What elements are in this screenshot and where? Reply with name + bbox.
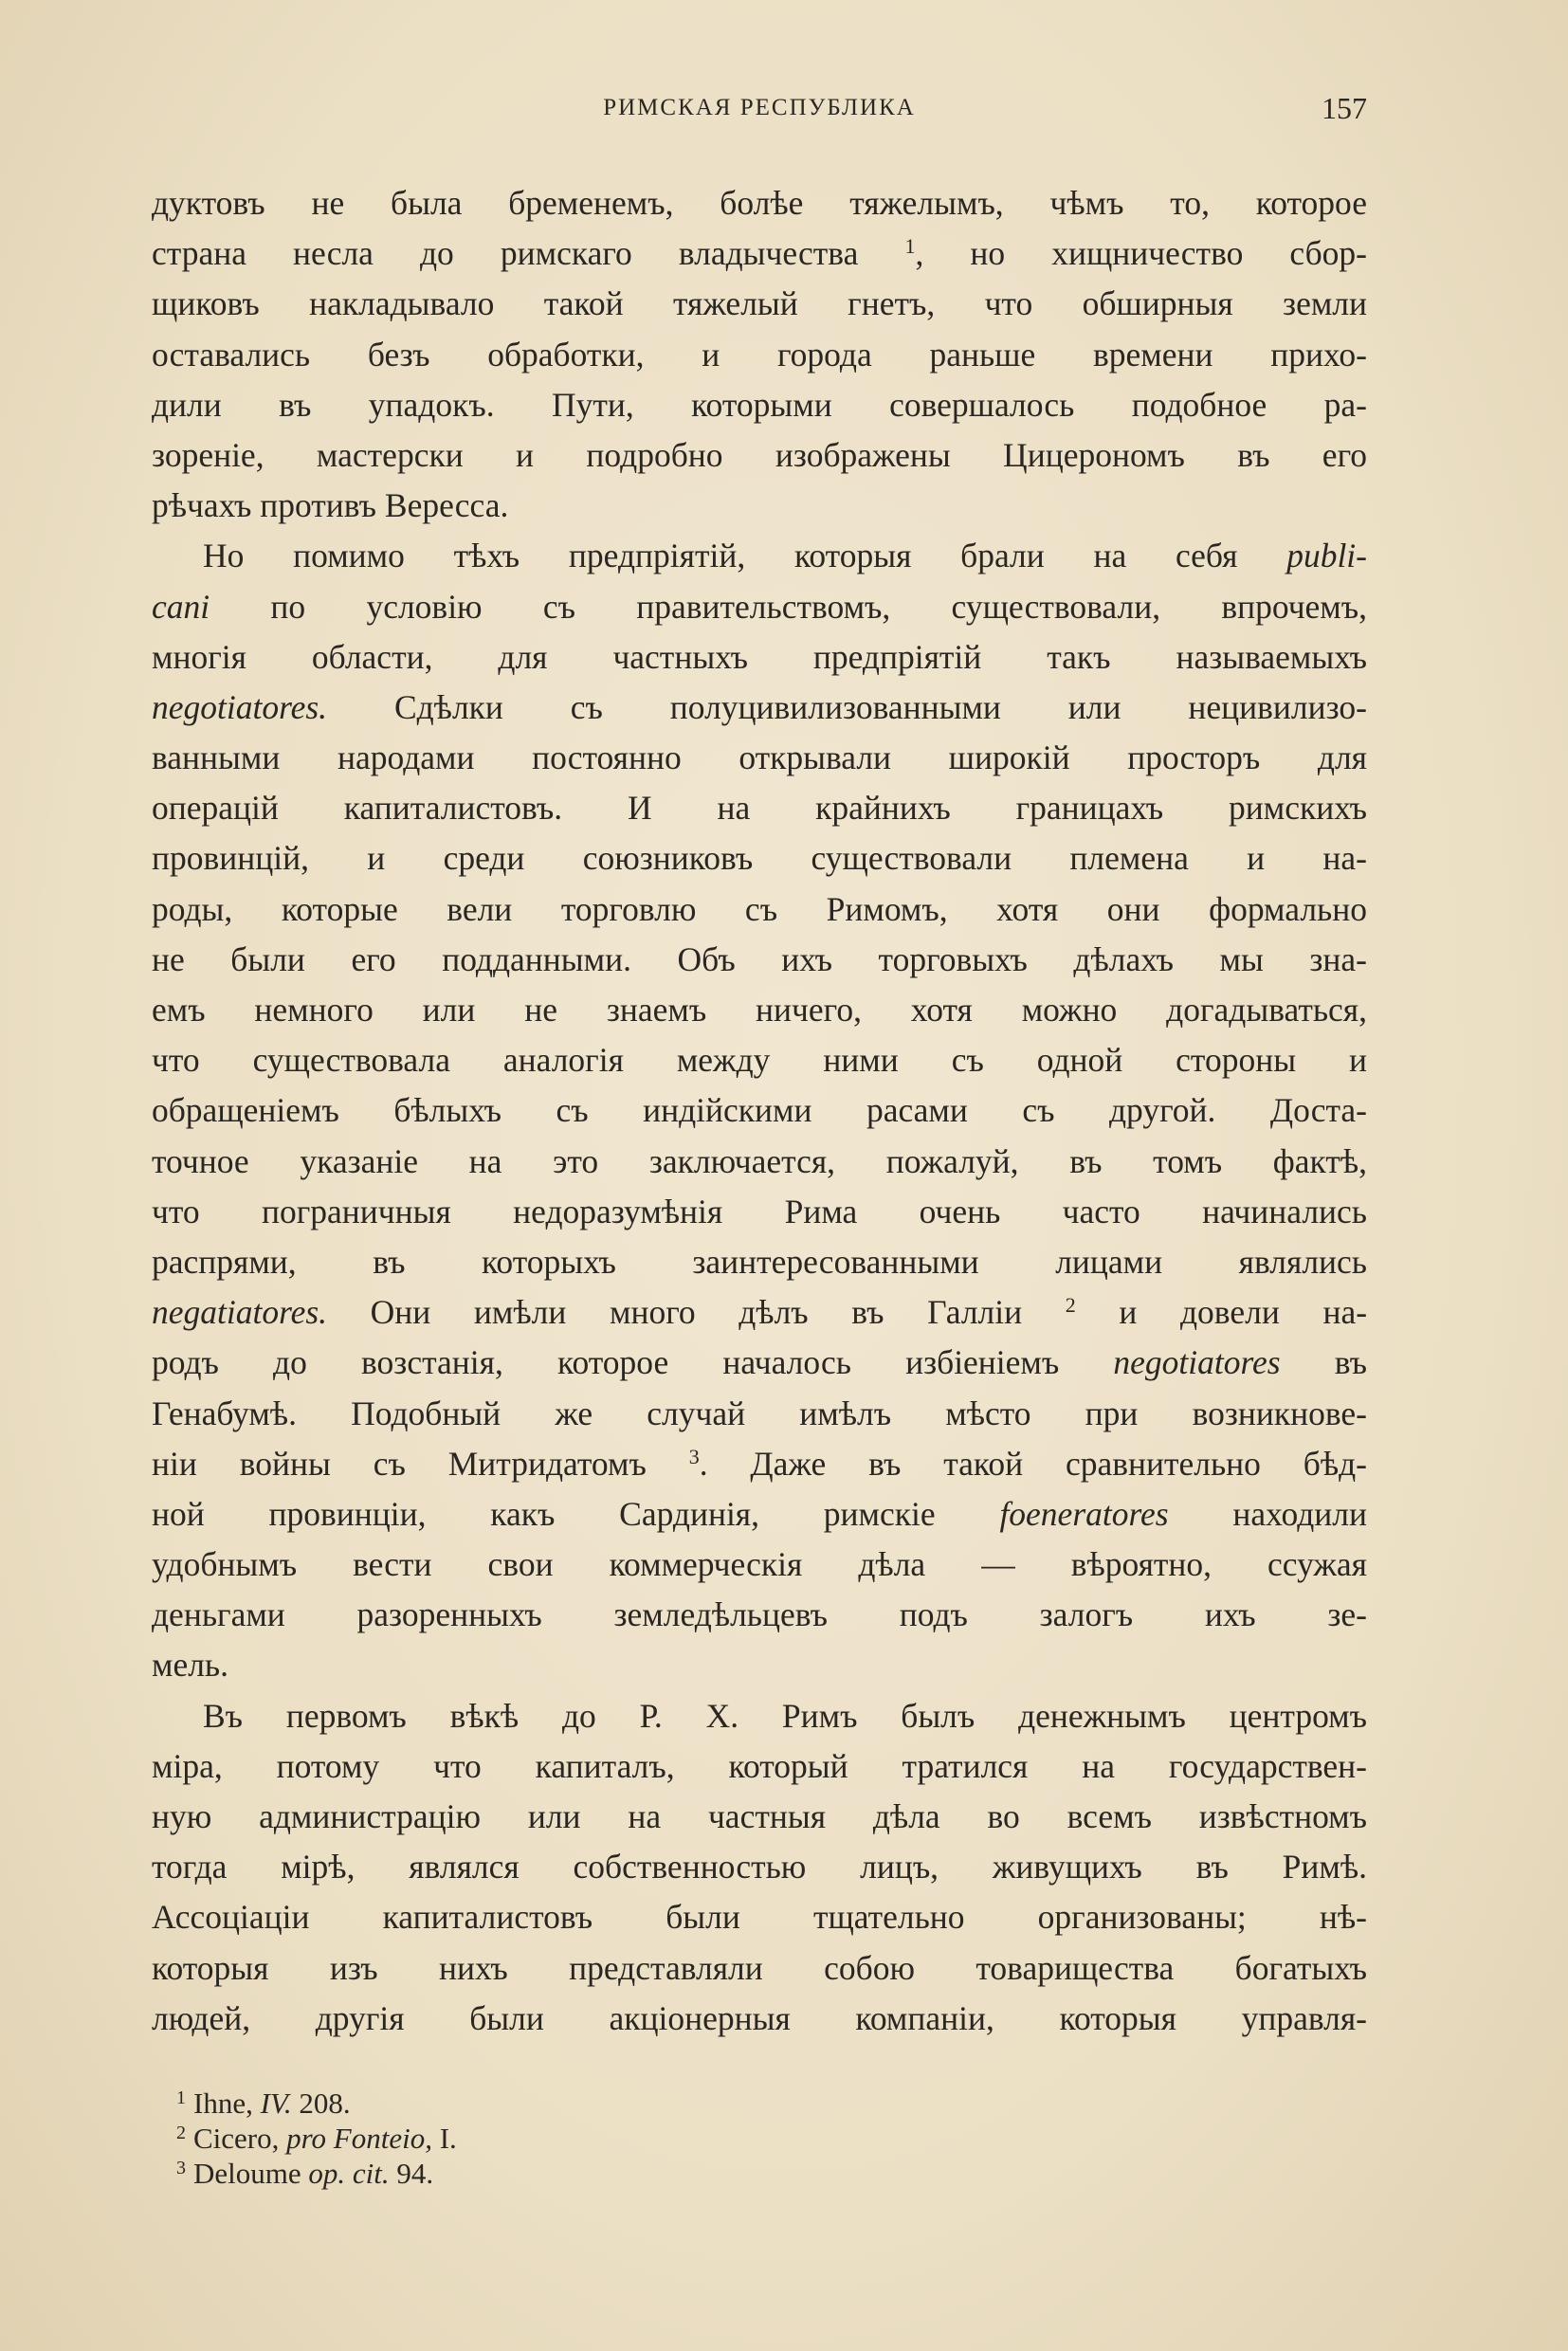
footnote-ref: 2 [1065, 1293, 1076, 1318]
text-line: емъ немного или не знаемъ ничего, хотя можно догадываться, [152, 991, 1367, 1029]
text-line: Въ первомъ вѣкѣ до Р. Х. Римъ былъ денежнымъ центромъ [203, 1696, 1367, 1735]
text-line: ніи войны съ Митридатомъ $^3$. Даже въ такой сравнительно бѣд- [152, 1444, 1367, 1483]
text-line: ную администрацію или на частныя дѣла во всемъ извѣстномъ [152, 1797, 1367, 1835]
text-line: родъ до возстанія, которое началось избіеніемъ negotiatores въ [152, 1343, 1367, 1382]
text-line: Ассоціаціи капиталистовъ были тщательно организованы; нѣ- [152, 1898, 1367, 1937]
text-line: cani по условію съ правительствомъ, существовали, впрочемъ, [152, 587, 1367, 626]
text-line: провинцій, и среди союзниковъ существовали племена и на- [152, 839, 1367, 878]
text-line: обращеніемъ бѣлыхъ съ индійскими расами съ другой. Доста- [152, 1091, 1367, 1130]
text-line: тогда мірѣ, являлся собственностью лицъ, живущихъ въ Римѣ. [152, 1848, 1367, 1886]
text-line: дуктовъ не была бременемъ, болѣе тяжелымъ, чѣмъ то, которое [152, 184, 1367, 222]
text-line: ванными народами постоянно открывали широкій просторъ для [152, 738, 1367, 777]
text-line: negatiatores. Они имѣли много дѣлъ въ Галліи $^2$ и довели на- [152, 1293, 1367, 1332]
text-line: зореніе, мастерски и подробно изображены Цицерономъ въ его [152, 435, 1367, 474]
footnote: $^3$ Deloume op. cit. 94. [176, 2157, 434, 2190]
footnote-ref: 1 [904, 234, 916, 259]
text-line: міра, потому что капиталъ, который тратился на государствен- [152, 1746, 1367, 1785]
text-line: точное указаніе на это заключается, пожалуй, въ томъ фактѣ, [152, 1141, 1367, 1180]
text-line: рѣчахъ противъ Вересса. [152, 486, 509, 525]
text-line: ной провинціи, какъ Сардинія, римскіе foeneratores находили [152, 1494, 1367, 1533]
text-line: не были его подданными. Объ ихъ торговыхъ дѣлахъ мы зна- [152, 939, 1367, 978]
text-line: распрями, въ которыхъ заинтересованными лицами являлись [152, 1242, 1367, 1281]
running-head [152, 91, 1367, 129]
page-number: 157 [1322, 91, 1367, 125]
text-line: Генабумѣ. Подобный же случай имѣлъ мѣсто при возникнове- [152, 1394, 1367, 1432]
text-line: что существовала аналогія между ними съ одной стороны и [152, 1041, 1367, 1080]
text-line: людей, другія были акціонерныя компаніи, которыя управля- [152, 1998, 1367, 2037]
text-line: удобнымъ вести свои коммерческія дѣла — вѣроятно, ссужая [152, 1545, 1367, 1584]
text-line: деньгами разоренныхъ земледѣльцевъ подъ залогъ ихъ зе- [152, 1595, 1367, 1634]
text-line: многія области, для частныхъ предпріятій такъ называемыхъ [152, 637, 1367, 676]
text-line: Но помимо тѣхъ предпріятій, которыя брали на себя publi- [203, 537, 1367, 575]
text-line: что пограничныя недоразумѣнія Рима очень часто начинались [152, 1192, 1367, 1230]
running-title: РИМСКАЯ РЕСПУБЛИКА [603, 95, 916, 120]
text-line: дили въ упадокъ. Пути, которыми совершалось подобное ра- [152, 385, 1367, 424]
body-text [152, 178, 1367, 2044]
text-line: которыя изъ нихъ представляли собою товарищества богатыхъ [152, 1948, 1367, 1987]
footnote-ref: 3 [688, 1444, 700, 1468]
text-line: оставались безъ обработки, и города раньше времени прихо- [152, 335, 1367, 374]
text-line: negotiatores. Сдѣлки съ полуцивилизованными или нецивилизо- [152, 687, 1367, 726]
footnote: $^2$ Cicero, pro Fonteio, I. [176, 2122, 457, 2155]
text-line: страна несла до римскаго владычества $^1$, но хищничество сбор- [152, 234, 1367, 273]
text-line: мель. [152, 1646, 229, 1685]
footnote: $^1$ Ihne, IV. 208. [176, 2087, 351, 2120]
text-line: операцій капиталистовъ. И на крайнихъ границахъ римскихъ [152, 789, 1367, 828]
text-line: щиковъ накладывало такой тяжелый гнетъ, что обширныя земли [152, 284, 1367, 323]
text-line: роды, которые вели торговлю съ Римомъ, хотя они формально [152, 889, 1367, 928]
footnotes [176, 2086, 1219, 2191]
